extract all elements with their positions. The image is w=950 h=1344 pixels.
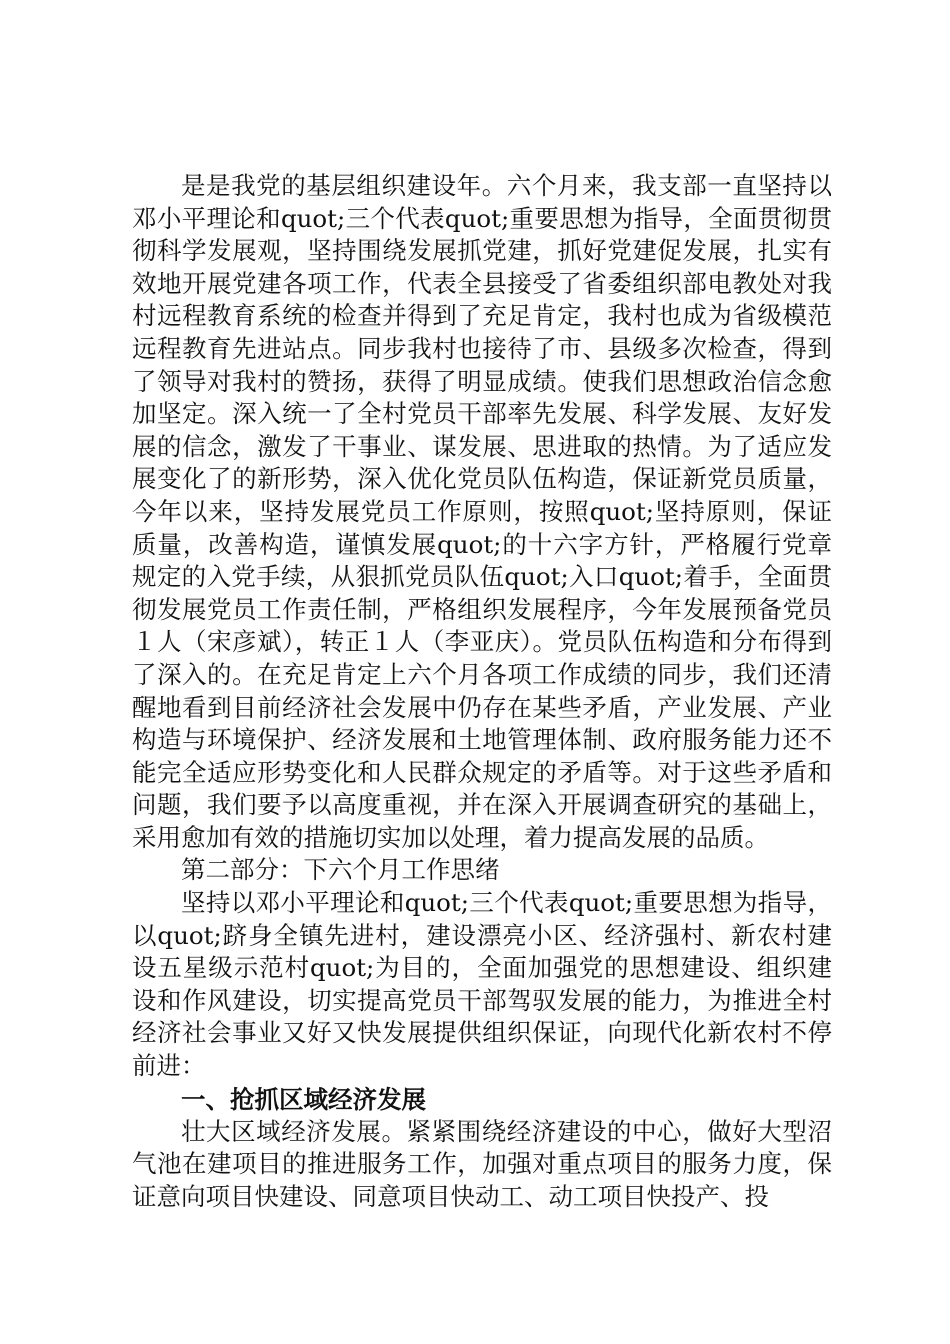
paragraph-party-building-review: 是是我党的基层组织建设年。六个月来，我支部一直坚持以邓小平理论和quot;三个代表quot;重要思想为指导，全面贯彻贯彻科学发展观，坚持围绕发展抓党建，抓好党建促发展，扎实有效地开展党建各项工作，代表全县接受了省委组织部电教处对我村远程教育系统的检查并得到了充足肯定，我村也成为省级模范远程教育先进站点。同步我村也接待了市、县级多次检查，得到了领导对我村的赞扬，获得了明显成绩。使我们思想政治信念愈加坚定。深入统一了全村党员干部率先发展、科学发展、友好发展的信念，激发了干事业、谋发展、思进取的热情。为了适应发展变化了的新形势，深入优化党员队伍构造，保证新党员质量，今年以来，坚持发展党员工作原则，按照quot;坚持原则，保证质量，改善构造，谨慎发展quot;的十六字方针，严格履行党章规定的入党手续，从狠抓党员队伍quot;入口quot;着手，全面贯彻发展党员工作责任制，严格组织发展程序，今年发展预备党员１人（宋彦斌），转正１人（李亚庆）。党员队伍构造和分布得到了深入的。在充足肯定上六个月各项工作成绩的同步，我们还清醒地看到目前经济社会发展中仍存在某些矛盾，产业发展、产业构造与环境保护、经济发展和土地管理体制、政府服务能力还不能完全适应形势变化和人民群众规定的矛盾等。对于这些矛盾和问题，我们要予以高度重视，并在深入开展调查研究的基础上，采用愈加有效的措施切实加以处理，着力提高发展的品质。	[132, 171, 832, 852]
section-title-part-two: 第二部分：下六个月工作思绪	[181, 855, 500, 885]
paragraph-work-guideline: 坚持以邓小平理论和quot;三个代表quot;重要思想为指导，以quot;跻身全镇先进村，建设漂亮小区、经济强村、新农村建设五星级示范村quot;为目的，全面加强党的思想建设、组织建设和作风建设，切实提高党员干部驾驭发展的能力，为推进全村经济社会事业又好又快发展提供组织保证，向现代化新农村不停前进：	[132, 888, 832, 1081]
document-body	[132, 170, 832, 1213]
heading-regional-economy: 一、抢抓区域经济发展	[181, 1084, 426, 1114]
paragraph-regional-economy: 壮大区域经济发展。紧紧围绕经济建设的中心，做好大型沼气池在建项目的推进服务工作，加强对重点项目的服务力度，保证意向项目快建设、同意项目快动工、动工项目快投产、投	[132, 1116, 832, 1211]
